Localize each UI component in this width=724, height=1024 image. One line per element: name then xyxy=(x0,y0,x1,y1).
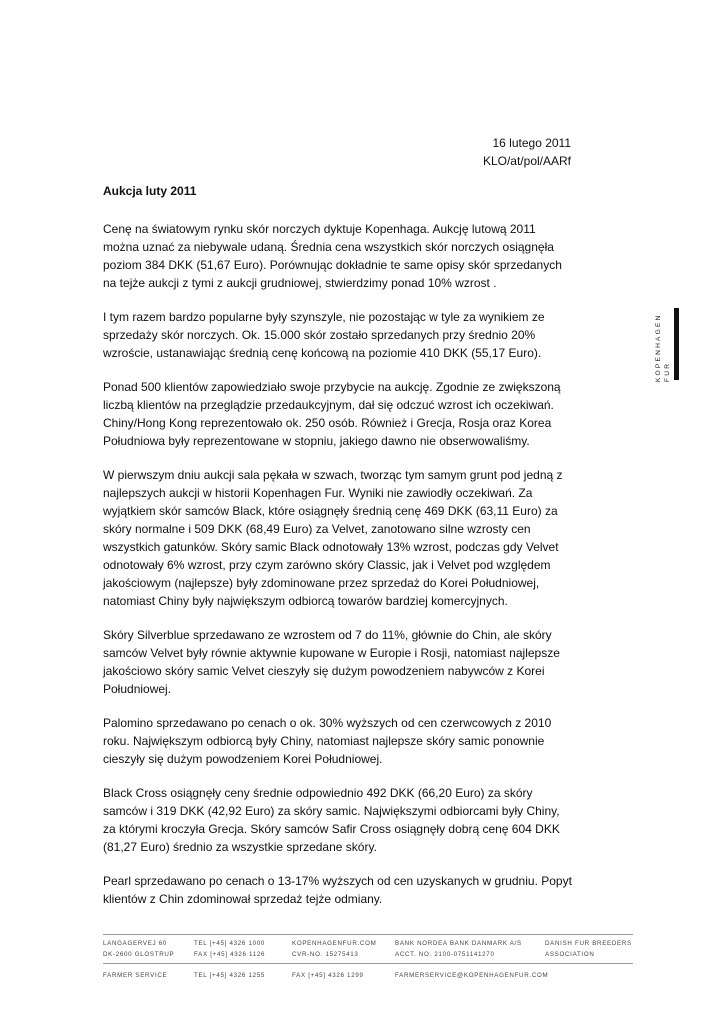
footer-association-cont: ASSOCIATION xyxy=(545,951,595,958)
paragraph-5: Skóry Silverblue sprzedawano ze wzrostem od 7 do 11%, głównie do Chin, ale skóry samców Velvet były równie aktywnie kupowane w Europie i Rosji, natomiast najlepsze jakościowo skóry samic Velvet cieszyły się dużym powodzeniem nabywców z Korei Południowej. xyxy=(103,628,560,696)
footer-row-2 xyxy=(103,951,643,961)
paragraph-6: Palomino sprzedawano po cenach o ok. 30% wyższych od cen czerwcowych z 2010 roku. Największym odbiorcą były Chiny, natomiast najlepsze skóry samic ponownie cieszyły się dużym powodzeniem Korei Południowej. xyxy=(103,716,552,766)
footer-fax: FAX [+45] 4326 1126 xyxy=(194,951,266,958)
footer-association: DANISH FUR BREEDERS xyxy=(545,940,632,947)
paragraph-2: I tym razem bardzo popularne były szynszyle, nie pozostając w tyle za wynikiem ze sprzedaży skór norczych. Ok. 15.000 skór zostało sprzedanych przy średnio 20% wzroście, ustanawiając średnią cenę końcową na poziomie 410 DKK (55,17 Euro). xyxy=(103,310,545,360)
footer-website: KOPENHAGENFUR.COM xyxy=(292,940,377,947)
footer-cvr: CVR-NO. 15275413 xyxy=(292,951,359,958)
footer-bank: BANK NORDEA BANK DANMARK A/S xyxy=(395,940,522,947)
footer-address: LANGAGERVEJ 60 xyxy=(103,940,168,947)
footer-phone: TEL [+45] 4326 1000 xyxy=(194,940,266,947)
footer-row-3 xyxy=(103,972,643,982)
logo-bar xyxy=(674,308,679,380)
paragraph-7: Black Cross osiągnęły ceny średnie odpowiednio 492 DKK (66,20 Euro) za skóry samców i 319 DKK (42,92 Euro) za skóry samic. Największymi odbiorcami były Chiny, za którymi kroczyła Grecja. Skóry samców Safir Cross osiągnęły dobrą cenę 604 DKK (81,27 Euro) średnio za wszystkie sprzedane skóry. xyxy=(103,786,560,854)
footer-row-1 xyxy=(103,940,643,950)
document-title: Aukcja luty 2011 xyxy=(103,184,197,198)
document-date: 16 lutego 2011 xyxy=(492,136,571,150)
paragraph-1: Cenę na światowym rynku skór norczych dyktuje Kopenhaga. Aukcję lutową 2011 można uznać za niebywale udaną. Średnia cena wszystkich skór norczych osiągnęła poziom 384 DKK (51,67 Euro). Porównując dokładnie te same opisy skór sprzedanych na tejże aukcji z tymi z aukcji grudniowej, stwierdzimy ponad 10% wzrost . xyxy=(103,222,562,290)
document-reference: KLO/at/pol/AARf xyxy=(482,154,571,168)
footer-farmer-service: FARMER SERVICE xyxy=(103,972,168,979)
logo-line-fur: FUR xyxy=(664,361,671,382)
paragraph-3: Ponad 500 klientów zapowiedziało swoje przybycie na aukcję. Zgodnie ze zwiększoną liczbą klientów na przeglądzie przedaukcyjnym, dał się odczuć wzrost ich oczekiwań. Chiny/Hong Kong reprezentowało ok. 250 osób. Również i Grecja, Rosja oraz Korea Południowa były reprezentowane w stopniu, jakiego dawno nie obserwowaliśmy. xyxy=(103,380,561,448)
logo-line-kopenhagen: KOPENHAGEN xyxy=(655,313,662,382)
footer-service-fax: FAX [+45] 4326 1299 xyxy=(292,972,364,979)
footer-rule-top xyxy=(103,934,633,935)
document-body xyxy=(103,220,573,924)
paragraph-4: W pierwszym dniu aukcji sala pękała w szwach, tworząc tym samym grunt pod jedną z najlepszych aukcji w historii Kopenhagen Fur. Wyniki nie zawiodły oczekiwań. Za wyjątkiem skór samców Black, które osiągnęły średnią cenę 469 DKK (63,11 Euro) za skóry normalne i 509 DKK (68,49 Euro) za Velvet, zanotowano silne wzrosty cen wszystkich gatunków. Skóry samic Black odnotowały 13% wzrost, podczas gdy Velvet odnotowały 6% wzrost, przy czym zarówno skóry Classic, jak i Velvet pod względem jakościowym (najlepsze) były zdominowane przez sprzedaż do Korei Południowej, natomiast Chiny były największym odbiorcą towarów bardziej komercyjnych. xyxy=(103,468,563,608)
paragraph-8: Pearl sprzedawano po cenach o 13-17% wyższych od cen uzyskanych w grudniu. Popyt klientów z Chin zdominował sprzedaż tejże odmiany. xyxy=(103,874,572,906)
document-header xyxy=(483,134,571,170)
footer-postal-code: DK-2600 GLOSTRUP xyxy=(103,951,175,958)
footer-service-phone: TEL [+45] 4326 1255 xyxy=(194,972,266,979)
footer-rule-middle xyxy=(103,963,633,964)
footer-service-email: FARMERSERVICE@KOPENHAGENFUR.COM xyxy=(395,972,549,979)
footer-account: ACCT. NO. 2100-0751141270 xyxy=(395,951,495,958)
kopenhagen-fur-logo xyxy=(651,306,691,382)
